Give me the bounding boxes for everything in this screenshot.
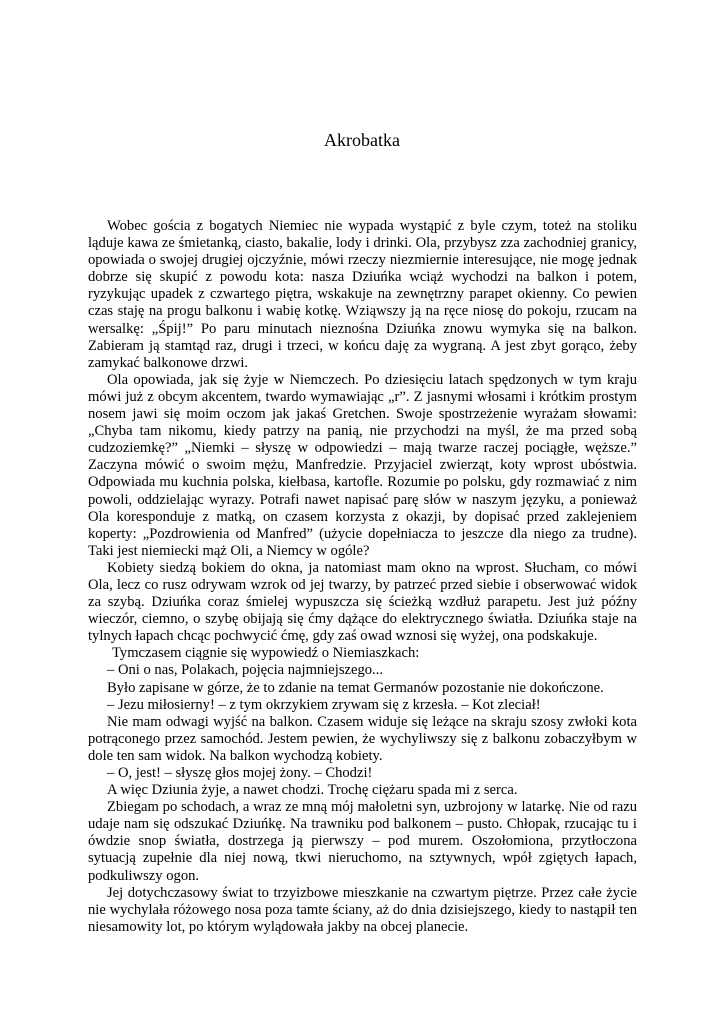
dialogue-line: – Oni o nas, Polakach, pojęcia najmniejszego...: [107, 662, 383, 679]
paragraph: Nie mam odwagi wyjść na balkon. Czasem widuje się leżące na skraju szosy zwłoki kota potrąconego przez samochód. Jestem pewien, że wychyliwszy się z balkonu zobaczyłbym w dole ten sam widok. Na balkon wychodzą kobiety.: [88, 713, 637, 764]
paragraph: Wobec gościa z bogatych Niemiec nie wypada wystąpić z byle czym, toteż na stoliku ląduje kawa ze śmietanką, ciasto, bakalie, lody i drinki. Ola, przybysz zza zachodniej granicy, opowiada o swojej drugiej ojczyźnie, mówi rzeczy niezmiernie interesujące, nie mogę jednak dobrze się skupić z powodu kota: nasza Dziuńka wciąż wychodzi na balkon i potem, ryzykując upadek z czwartego piętra, wskakuje na zewnętrzny parapet okienny. Co pewien czas staję na progu balkonu i wabię kotkę. Wziąwszy ją na ręce niosę do pokoju, rzucam na wersalkę: „Śpij!” Po paru minutach nieznośna Dziuńka znowu wymyka się na balkon. Zabieram ją stamtąd raz, drugi i trzeci, w końcu daję za wygraną. A jest zbyt gorąco, żeby zamykać balkonowe drzwi.: [88, 218, 637, 371]
dialogue-line: – Jezu miłosierny! – z tym okrzykiem zrywam się z krzesła. – Kot zleciał!: [107, 696, 541, 713]
story-body: [88, 218, 637, 936]
paragraph: Jej dotychczasowy świat to trzyizbowe mieszkanie na czwartym piętrze. Przez całe życie nie wychylała różowego nosa poza tamte ściany, aż do dnia dzisiejszego, kiedy to nastąpił ten niesamowity lot, po którym wylądowała jakby na obcej planecie.: [88, 884, 637, 935]
paragraph: Ola opowiada, jak się żyje w Niemczech. Po dziesięciu latach spędzonych w tym kraju mówi już z obcym akcentem, twardo wymawiając „r”. Z jasnymi włosami i krótkim prostym nosem jawi się moim oczom jak jakaś Gretchen. Swoje spostrzeżenie wyrażam słowami: „Chyba tam nikomu, kiedy patrzy na panią, nie przychodzi na myśl, że ma przed sobą cudzoziemkę?” „Niemki – słyszę w odpowiedzi – mają twarze raczej pociągłe, węższe.” Zaczyna mówić o swoim mężu, Manfredzie. Przyjaciel zwierząt, koty wprost ubóstwia. Odpowiada mu kuchnia polska, kiełbasa, kartofle. Rozumie po polsku, gdy rozmawiać z nim powoli, oddzielając wyrazy. Potrafi nawet napisać parę słów w naszym języku, a ponieważ Ola koresponduje z matką, on czasem korzysta z okazji, by dopisać przed zaklejeniem koperty: „Pozdrowienia od Manfred” (użycie dopełniacza to jeszcze dla niego za trudne). Taki jest niemiecki mąż Oli, a Niemcy w ogóle?: [88, 371, 637, 559]
paragraph: Zbiegam po schodach, a wraz ze mną mój małoletni syn, uzbrojony w latarkę. Nie od razu udaje nam się odszukać Dziuńkę. Na trawniku pod balkonem – pusto. Chłopak, rzucając tu i ówdzie snop światła, dostrzega ją pierwszy – pod murem. Oszołomiona, przytłoczona sytuacją zupełnie dla niej nową, tkwi nieruchomo, na sztywnych, wpół zgiętych łapach, podkuliwszy ogon.: [88, 799, 637, 884]
paragraph: Było zapisane w górze, że to zdanie na temat Germanów pozostanie nie dokończone.: [107, 679, 604, 696]
paragraph: A więc Dziunia żyje, a nawet chodzi. Trochę ciężaru spada mi z serca.: [107, 782, 518, 799]
paragraph: Tymczasem ciągnie się wypowiedź o Niemiaszkach:: [112, 645, 420, 662]
paragraph: Kobiety siedzą bokiem do okna, ja natomiast mam okno na wprost. Słucham, co mówi Ola, lecz co rusz odrywam wzrok od jej twarzy, by patrzeć przed siebie i obserwować widok za szybą. Dziuńka coraz śmielej wypuszcza się ścieżką wzdłuż parapetu. Jest już późny wieczór, ciemno, o szybę obijają się ćmy dążące do elektrycznego światła. Dziuńka staje na tylnych łapach chcąc pochwycić ćmę, gdy zaś owad wznosi się wyżej, ona podskakuje.: [88, 559, 637, 645]
page-title: Akrobatka: [324, 130, 400, 150]
dialogue-line: – O, jest! – słyszę głos mojej żony. – Chodzi!: [107, 765, 373, 781]
